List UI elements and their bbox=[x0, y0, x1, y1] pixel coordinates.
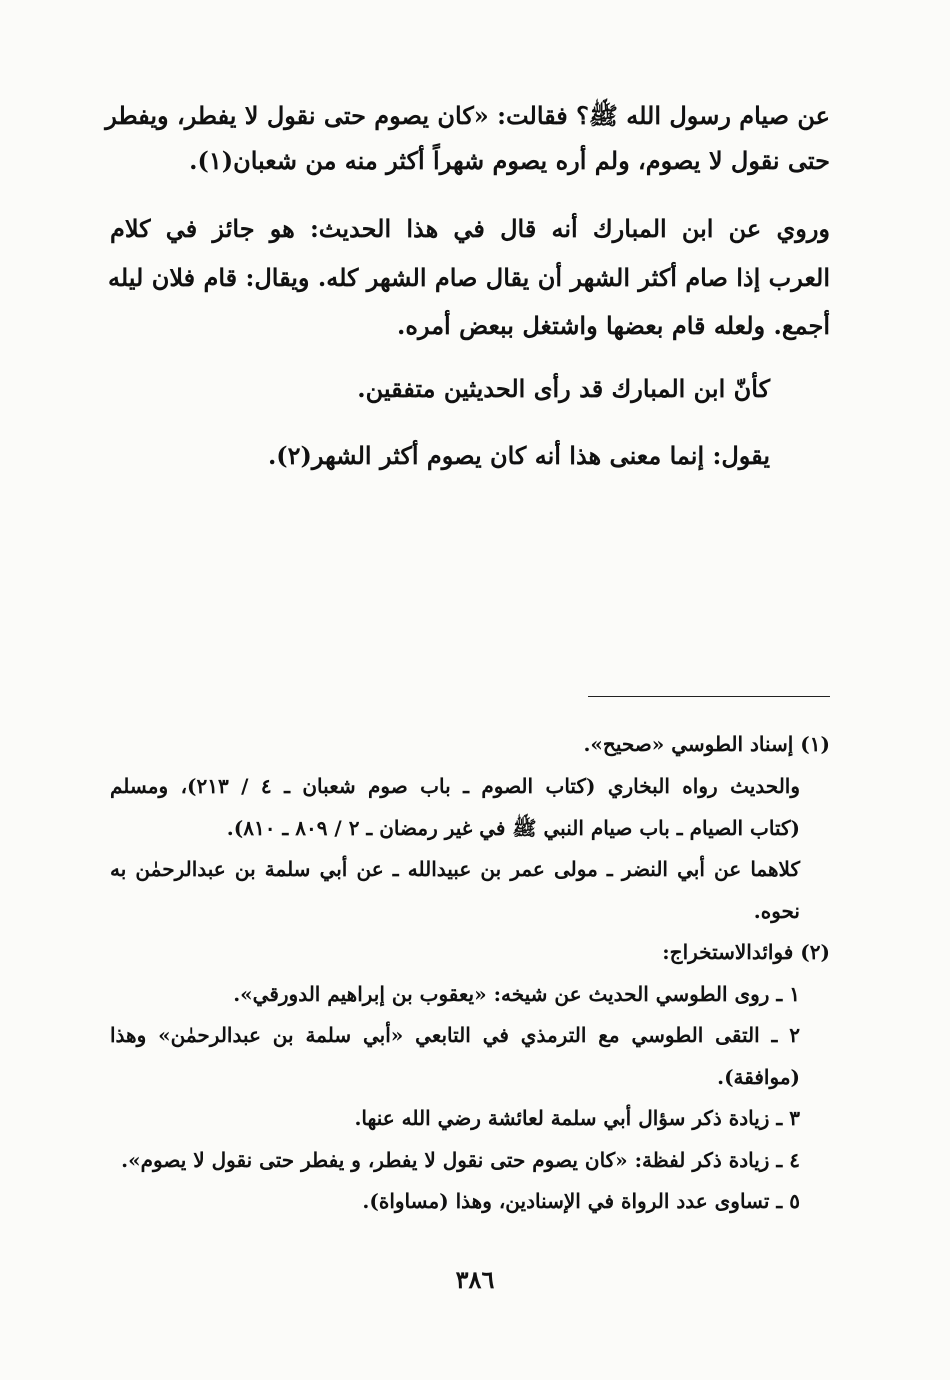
footnote-1-line-3: (كتاب الصيام ـ باب صيام النبي ﷺ في غير رمضان ـ ٢ / ٨٠٩ ـ ٨١٠). bbox=[226, 816, 800, 840]
footnote-1-line-4: كلاهما عن أبي النضر ـ مولى عمر بن عبيدالله ـ عن أبي سلمة بن عبدالرحمٰن به bbox=[110, 857, 800, 881]
body-paragraph-2-line-3: أجمع. ولعله قام بعضها واشتغل ببعض أمره. bbox=[397, 311, 830, 340]
footnote-separator bbox=[588, 696, 830, 697]
footnote-2-item-2-line-1: ٢ ـ التقى الطوسي مع الترمذي في التابعي «أبي سلمة بن عبدالرحمٰن» وهذا bbox=[110, 1023, 800, 1047]
body-paragraph-2-line-2: العرب إذا صام أكثر الشهر أن يقال صام الشهر كله. ويقال: قام فلان ليله bbox=[107, 263, 830, 292]
footnote-1-line-2: والحديث رواه البخاري (كتاب الصوم ـ باب صوم شعبان ـ ٤ / ٢١٣)، ومسلم bbox=[110, 774, 801, 798]
body-paragraph-3: كأنّ ابن المبارك قد رأى الحديثين متفقين. bbox=[357, 374, 770, 403]
page-number: ٣٨٦ bbox=[455, 1265, 495, 1294]
footnote-2-item-4: ٤ ـ زيادة ذكر لفظة: «كان يصوم حتى نقول لا يفطر، و يفطر حتى نقول لا يصوم». bbox=[121, 1148, 800, 1172]
body-paragraph-1-line-2: حتى نقول لا يصوم، ولم أره يصوم شهراً أكثر منه من شعبان(١). bbox=[189, 146, 830, 175]
body-paragraph-1-line-1: عن صيام رسول الله ﷺ؟ فقالت: «كان يصوم حتى نقول لا يفطر، ويفطر bbox=[105, 101, 830, 130]
footnote-2-item-2-line-2: (موافقة). bbox=[717, 1065, 800, 1089]
body-paragraph-2-line-1: وروي عن ابن المبارك أنه قال في هذا الحديث: هو جائز في كلام bbox=[110, 214, 830, 243]
footnote-2-item-1: ١ ـ روى الطوسي الحديث عن شيخه: «يعقوب بن إبراهيم الدورقي». bbox=[233, 982, 800, 1006]
footnote-1-heading: (١) إسناد الطوسي «صحيح». bbox=[583, 732, 830, 756]
body-paragraph-4: يقول: إنما معنى هذا أنه كان يصوم أكثر الشهر(٢). bbox=[267, 441, 770, 470]
footnote-2-heading: (٢) فوائدالاستخراج: bbox=[662, 940, 830, 964]
footnote-2-item-5: ٥ ـ تساوى عدد الرواة في الإسنادين، وهذا (مساواة). bbox=[362, 1189, 800, 1213]
footnote-2-item-3: ٣ ـ زيادة ذكر سؤال أبي سلمة لعائشة رضي الله عنها. bbox=[354, 1106, 800, 1130]
footnote-1-line-5: نحوه. bbox=[753, 899, 800, 923]
